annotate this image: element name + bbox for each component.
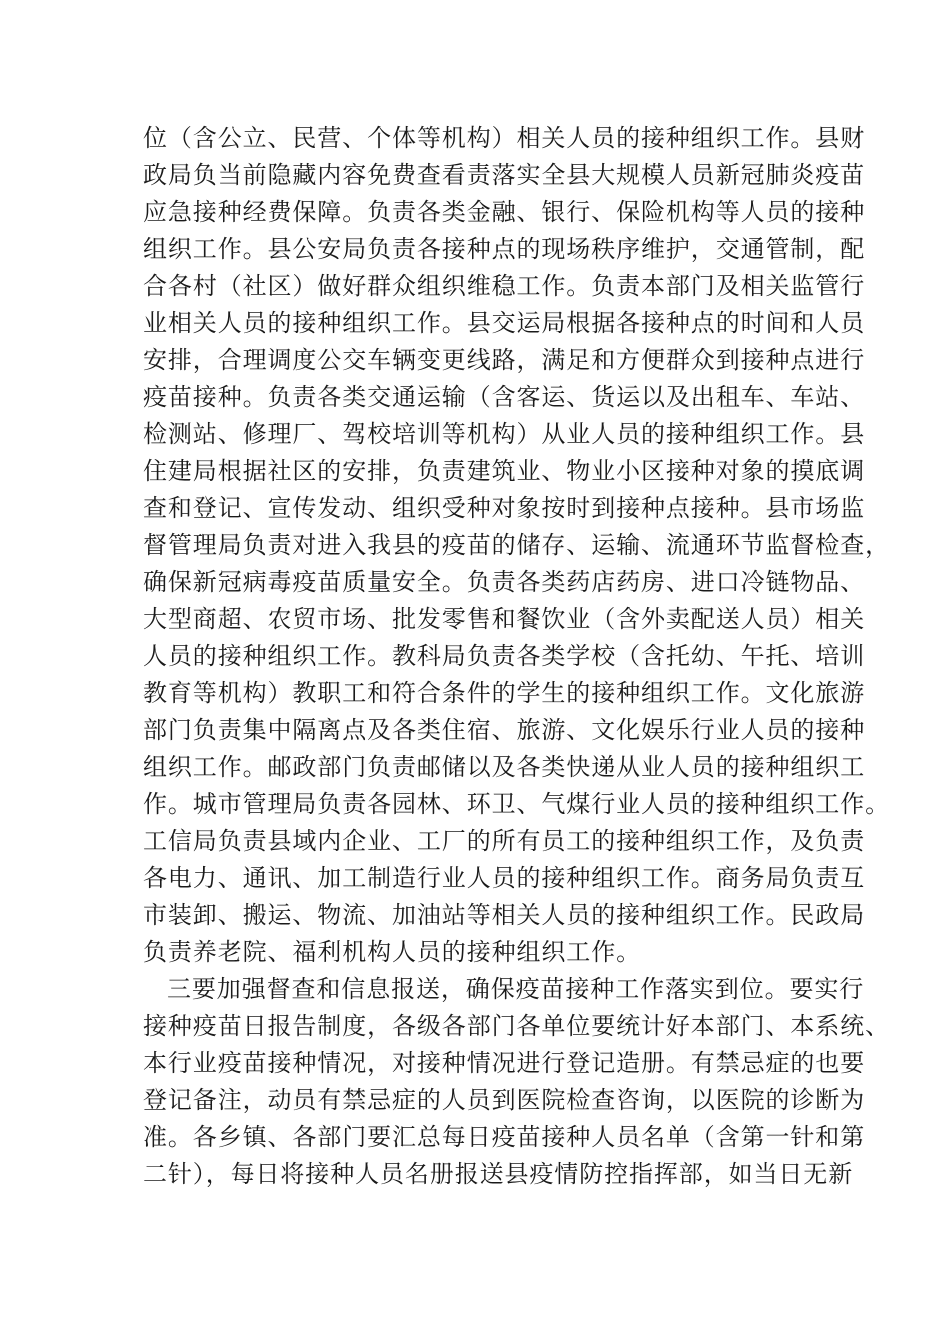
text-line: 接种疫苗日报告制度，各级各部门各单位要统计好本部门、本系统、 bbox=[143, 1012, 890, 1040]
text-line: 作。城市管理局负责各园林、环卫、气煤行业人员的接种组织工作。 bbox=[143, 790, 890, 818]
text-line: 业相关人员的接种组织工作。县交运局根据各接种点的时间和人员 bbox=[143, 309, 866, 337]
text-line: 人员的接种组织工作。教科局负责各类学校（含托幼、午托、培训 bbox=[143, 642, 866, 670]
text-line: 市装卸、搬运、物流、加油站等相关人员的接种组织工作。民政局 bbox=[143, 901, 866, 929]
text-line: 组织工作。县公安局负责各接种点的现场秩序维护，交通管制，配 bbox=[143, 235, 866, 263]
text-line: 教育等机构）教职工和符合条件的学生的接种组织工作。文化旅游 bbox=[143, 679, 866, 707]
text-line: 工信局负责县域内企业、工厂的所有员工的接种组织工作，及负责 bbox=[143, 827, 866, 855]
document-body bbox=[143, 120, 890, 1193]
text-line: 准。各乡镇、各部门要汇总每日疫苗接种人员名单（含第一针和第 bbox=[143, 1123, 866, 1151]
text-line: 合各村（社区）做好群众组织维稳工作。负责本部门及相关监管行 bbox=[143, 272, 866, 300]
text-line: 负责养老院、福利机构人员的接种组织工作。 bbox=[143, 938, 641, 966]
text-line: 政局负当前隐藏内容免费查看责落实全县大规模人员新冠肺炎疫苗 bbox=[143, 161, 866, 189]
text-line: 登记备注，动员有禁忌症的人员到医院检查咨询，以医院的诊断为 bbox=[143, 1086, 866, 1114]
text-line: 查和登记、宣传发动、组织受种对象按时到接种点接种。县市场监 bbox=[143, 494, 866, 522]
text-line: 督管理局负责对进入我县的疫苗的储存、运输、流通环节监督检查， bbox=[143, 531, 890, 559]
text-line: 应急接种经费保障。负责各类金融、银行、保险机构等人员的接种 bbox=[143, 198, 866, 226]
text-line: 确保新冠病毒疫苗质量安全。负责各类药店药房、进口冷链物品、 bbox=[143, 568, 866, 596]
text-line: 大型商超、农贸市场、批发零售和餐饮业（含外卖配送人员）相关 bbox=[143, 605, 866, 633]
text-line: 住建局根据社区的安排，负责建筑业、物业小区接种对象的摸底调 bbox=[143, 457, 866, 485]
text-line: 本行业疫苗接种情况，对接种情况进行登记造册。有禁忌症的也要 bbox=[143, 1049, 866, 1077]
text-line: 疫苗接种。负责各类交通运输（含客运、货运以及出租车、车站、 bbox=[143, 383, 866, 411]
text-line: 安排，合理调度公交车辆变更线路，满足和方便群众到接种点进行 bbox=[143, 346, 866, 374]
text-line: 部门负责集中隔离点及各类住宿、旅游、文化娱乐行业人员的接种 bbox=[143, 716, 866, 744]
text-line: 位（含公立、民营、个体等机构）相关人员的接种组织工作。县财 bbox=[143, 124, 866, 152]
text-line: 各电力、通讯、加工制造行业人员的接种组织工作。商务局负责互 bbox=[143, 864, 866, 892]
text-line: 三要加强督查和信息报送，确保疫苗接种工作落实到位。要实行 bbox=[167, 975, 865, 1003]
text-line: 二针），每日将接种人员名册报送县疫情防控指挥部，如当日无新 bbox=[143, 1160, 854, 1188]
text-line: 组织工作。邮政部门负责邮储以及各类快递从业人员的接种组织工 bbox=[143, 753, 866, 781]
paragraph-1 bbox=[143, 120, 890, 971]
text-line: 检测站、修理厂、驾校培训等机构）从业人员的接种组织工作。县 bbox=[143, 420, 866, 448]
paragraph-2 bbox=[143, 971, 890, 1193]
